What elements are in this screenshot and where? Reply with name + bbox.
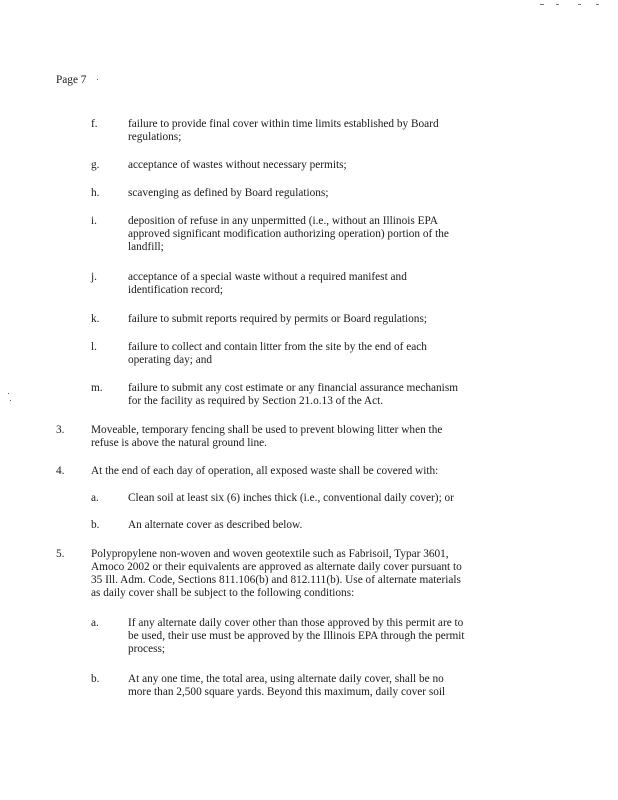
subitem-5a-line-3: process;: [128, 643, 166, 655]
paragraph-label-5: 5.: [56, 548, 65, 560]
scan-mark: [578, 4, 581, 5]
paragraph-5-line-1: Polypropylene non-woven and woven geotextile such as Fabrisoil, Typar 3601,: [91, 548, 449, 560]
paragraph-5-line-2: Amoco 2002 or their equivalents are approved as alternate daily cover pursuant to: [91, 561, 462, 573]
item-label-k: k.: [91, 313, 100, 325]
item-label-l: l.: [91, 341, 97, 353]
item-j-line-2: identification record;: [128, 284, 224, 296]
paragraph-3-line-1: Moveable, temporary fencing shall be used to prevent blowing litter when the: [91, 424, 443, 436]
subitem-4b-line-1: An alternate cover as described below.: [128, 519, 303, 531]
subitem-label-4b: b.: [91, 519, 100, 531]
item-label-h: h.: [91, 187, 100, 199]
item-label-i: i.: [91, 215, 97, 227]
scan-speck: [8, 393, 9, 394]
subitem-5a-line-1: If any alternate daily cover other than those approved by this permit are to: [128, 617, 464, 629]
subitem-label-5a: a.: [91, 617, 99, 629]
paragraph-label-4: 4.: [56, 465, 65, 477]
paragraph-4-line-1: At the end of each day of operation, all exposed waste shall be covered with:: [91, 465, 439, 477]
paragraph-5-line-4: as daily cover shall be subject to the following conditions:: [91, 587, 355, 599]
item-h-line-1: scavenging as defined by Board regulations;: [128, 187, 329, 199]
item-m-line-1: failure to submit any cost estimate or any financial assurance mechanism: [128, 382, 459, 394]
subitem-label-4a: a.: [91, 492, 99, 504]
scan-mark: [596, 4, 599, 5]
item-f-line-2: regulations;: [128, 131, 182, 143]
paragraph-5-line-3: 35 Ill. Adm. Code, Sections 811.106(b) and 812.111(b). Use of alternate materials: [91, 574, 461, 586]
item-label-j: j.: [91, 271, 97, 283]
item-i-line-1: deposition of refuse in any unpermitted (i.e., without an Illinois EPA: [128, 215, 438, 227]
page-number: Page 7: [56, 74, 87, 86]
scan-speck: [10, 400, 11, 401]
item-label-f: f.: [91, 118, 98, 130]
item-l-line-1: failure to collect and contain litter from the site by the end of each: [128, 341, 427, 353]
subitem-5b-line-1: At any one time, the total area, using alternate daily cover, shall be no: [128, 673, 444, 685]
paragraph-3-line-2: refuse is above the natural ground line.: [91, 437, 267, 449]
item-label-g: g.: [91, 159, 100, 171]
item-label-m: m.: [91, 382, 103, 394]
subitem-5a-line-2: be used, their use must be approved by the Illinois EPA through the permit: [128, 630, 465, 642]
item-i-line-2: approved significant modification authorizing operation) portion of the: [128, 228, 449, 240]
item-i-line-3: landfill;: [128, 241, 164, 253]
paragraph-label-3: 3.: [56, 424, 65, 436]
scan-mark: [556, 4, 559, 5]
item-k-line-1: failure to submit reports required by permits or Board regulations;: [128, 313, 427, 325]
subitem-5b-line-2: more than 2,500 square yards. Beyond this maximum, daily cover soil: [128, 686, 446, 698]
item-g-line-1: acceptance of wastes without necessary permits;: [128, 159, 347, 171]
item-l-line-2: operating day; and: [128, 354, 213, 366]
subitem-label-5b: b.: [91, 673, 100, 685]
scan-mark: [540, 4, 544, 5]
item-f-line-1: failure to provide final cover within time limits established by Board: [128, 118, 439, 130]
item-j-line-1: acceptance of a special waste without a required manifest and: [128, 271, 407, 283]
scan-speck: [97, 79, 98, 80]
item-m-line-2: for the facility as required by Section 21.o.13 of the Act.: [128, 395, 384, 407]
subitem-4a-line-1: Clean soil at least six (6) inches thick (i.e., conventional daily cover); or: [128, 492, 454, 504]
